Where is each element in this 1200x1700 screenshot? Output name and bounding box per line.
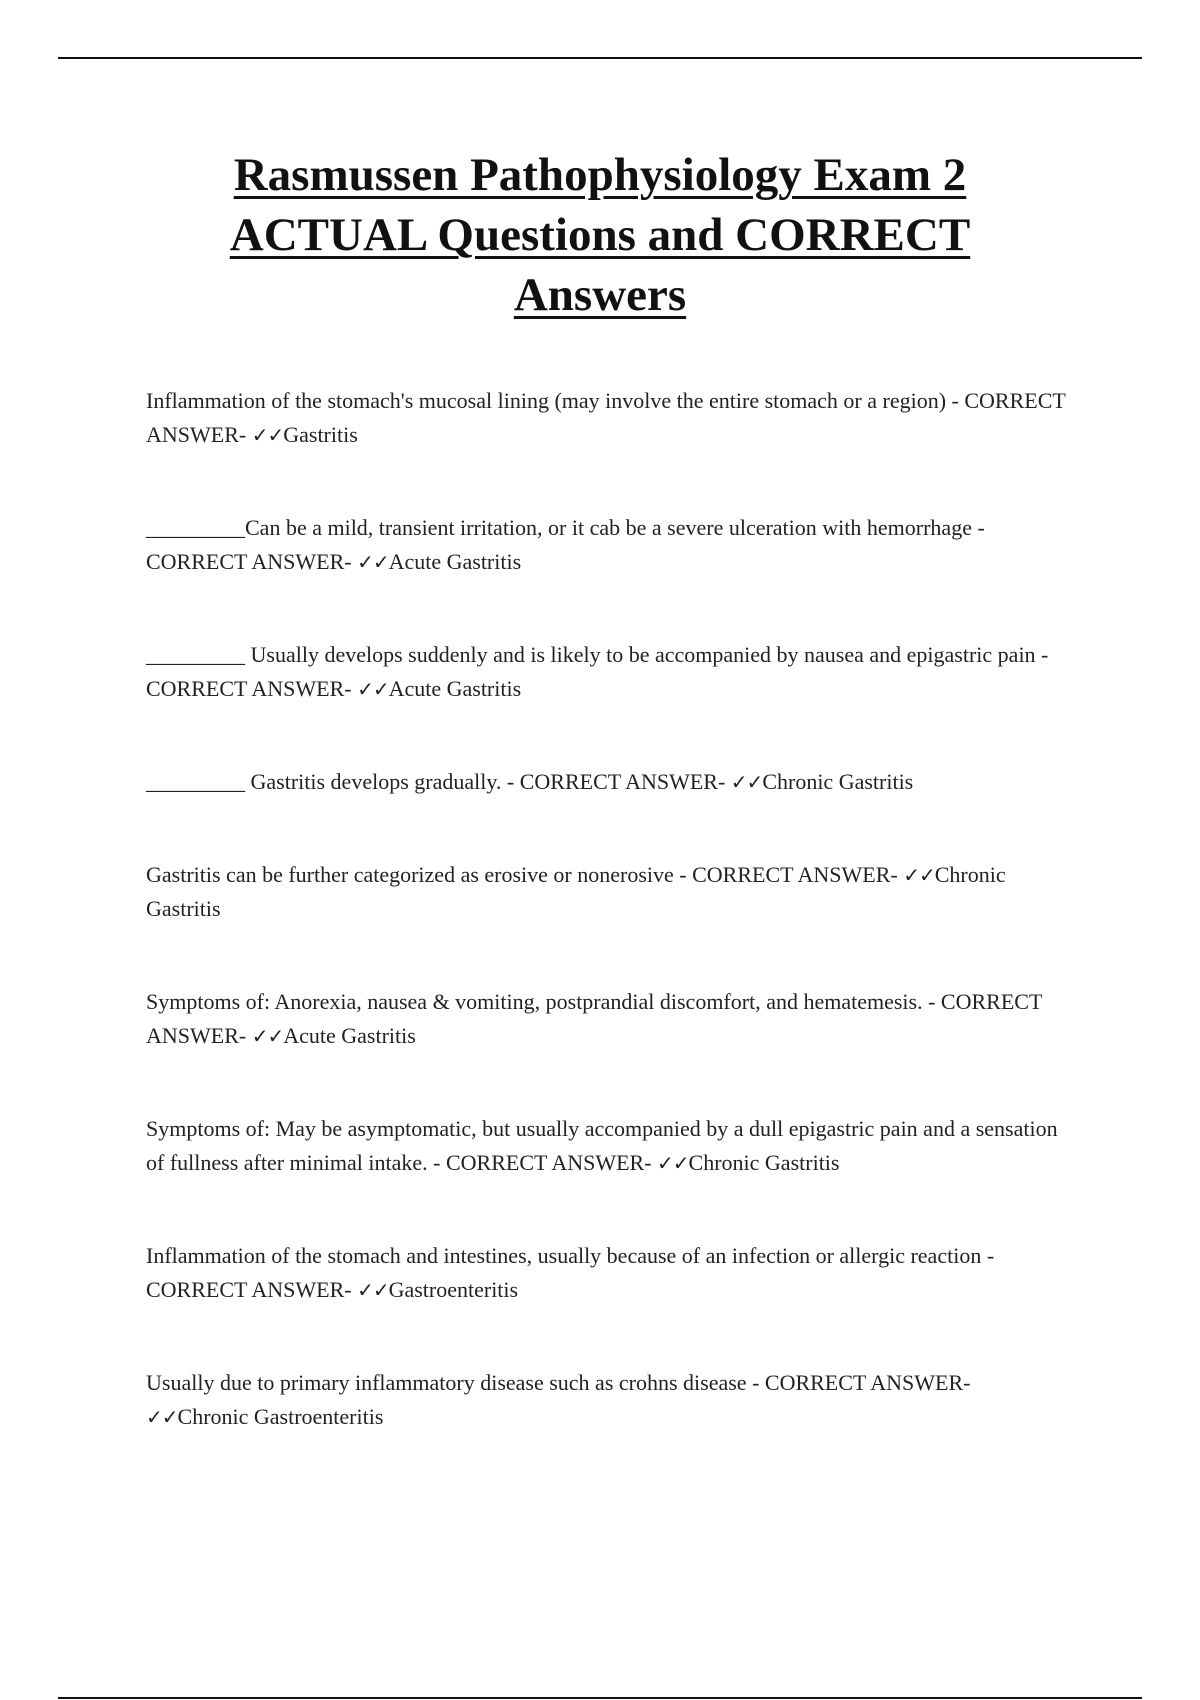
double-check-icon: ✓✓ [730,770,763,794]
qa-item [146,985,1066,1053]
question-text: _________ Usually develops suddenly and is likely to be accompanied by nausea and epigastric pain - [146,642,1049,667]
answer-label: CORRECT ANSWER- [146,1277,352,1302]
question-text: Inflammation of the stomach and intestines, usually because of an infection or allergic reaction - [146,1243,995,1268]
qa-item [146,1112,1066,1180]
title-line: Answers [513,269,687,321]
double-check-icon: ✓✓ [357,1278,389,1302]
qa-item [146,511,1066,579]
double-check-icon: ✓✓ [251,423,284,447]
answer-text: Chronic Gastritis [688,1150,840,1175]
qa-item [146,858,1066,926]
title-line: Rasmussen Pathophysiology Exam 2 [233,149,967,201]
double-check-icon: ✓✓ [146,1405,178,1429]
answer-label: CORRECT ANSWER- [146,989,1042,1048]
answer-label: CORRECT ANSWER- [692,862,898,887]
answer-label: CORRECT ANSWER- [146,388,1066,447]
answer-text: Acute Gastritis [388,549,522,574]
answer-text: Chronic Gastritis [762,769,914,794]
double-check-icon: ✓✓ [357,550,389,574]
question-text: _________Can be a mild, transient irritation, or it cab be a severe ulceration with hemorrhage - [146,515,985,540]
document-title [150,145,1050,325]
qa-item [146,1239,1066,1307]
bottom-rule [58,1697,1142,1699]
question-text: Inflammation of the stomach's mucosal lining (may involve the entire stomach or a region) - [146,388,959,413]
answer-text: Acute Gastritis [388,676,522,701]
answer-text: Chronic Gastritis [146,862,1006,921]
double-check-icon: ✓✓ [903,863,935,887]
top-rule [58,57,1142,59]
title-line: ACTUAL Questions and CORRECT [229,209,971,261]
answer-label: CORRECT ANSWER- [519,769,726,794]
question-text: Symptoms of: May be asymptomatic, but usually accompanied by a dull epigastric pain and a sensation of fullness after minimal intake. - [146,1116,1058,1175]
question-text: Symptoms of: Anorexia, nausea & vomiting, postprandial discomfort, and hematemesis. - [146,989,936,1014]
answer-label: CORRECT ANSWER- [146,549,352,574]
question-text: _________ Gastritis develops gradually. - [146,769,515,794]
answer-text: Acute Gastritis [283,1023,416,1048]
double-check-icon: ✓✓ [357,677,389,701]
answer-text: Gastroenteritis [388,1277,519,1302]
answer-label: CORRECT ANSWER- [445,1150,652,1175]
qa-item [146,765,1066,799]
double-check-icon: ✓✓ [657,1151,689,1175]
answer-label: CORRECT ANSWER- [146,676,352,701]
qa-list [146,384,1066,1493]
qa-item [146,384,1066,452]
question-text: Usually due to primary inflammatory disease such as crohns disease - [146,1370,760,1395]
double-check-icon: ✓✓ [251,1024,284,1048]
answer-text: Gastritis [283,422,358,447]
question-text: Gastritis can be further categorized as erosive or nonerosive - [146,862,687,887]
qa-item [146,1366,1066,1434]
answer-label: CORRECT ANSWER- [764,1370,971,1395]
qa-item [146,638,1066,706]
answer-text: Chronic Gastroenteritis [177,1404,384,1429]
